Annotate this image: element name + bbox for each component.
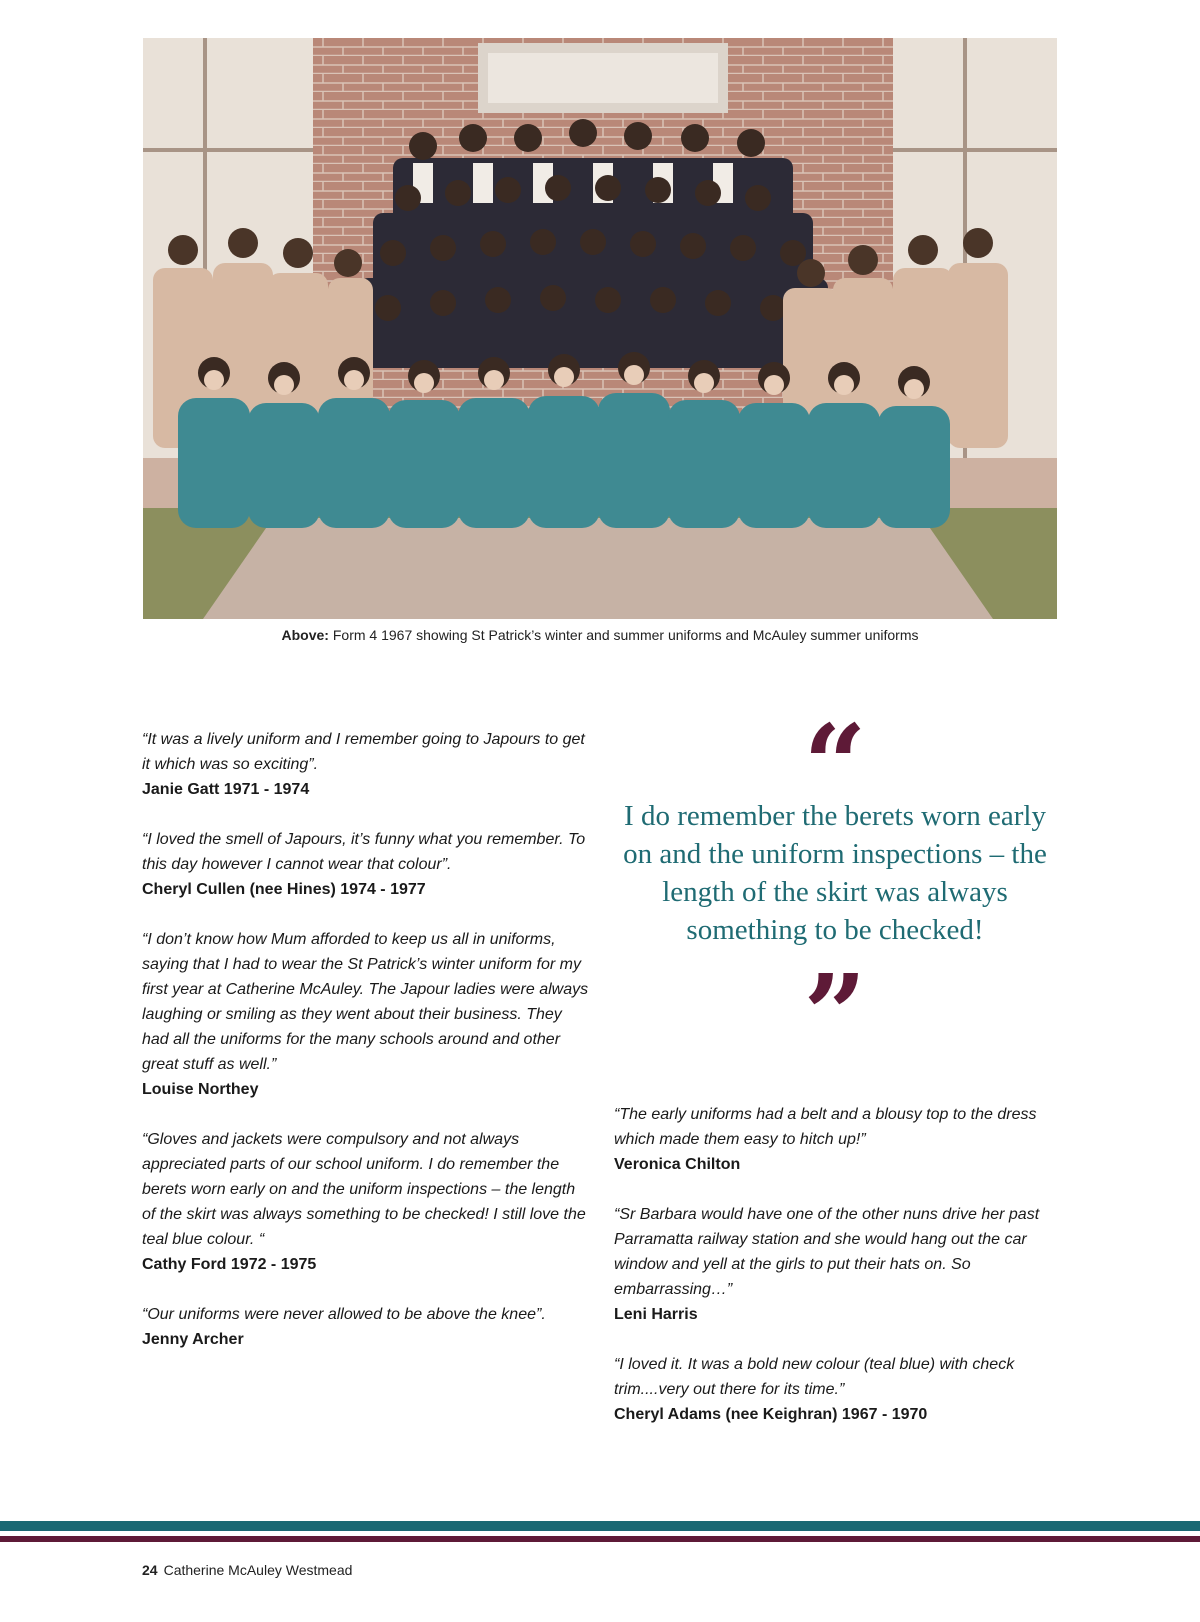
open-quote-icon: “ — [803, 700, 867, 829]
publication-name: Catherine McAuley Westmead — [163, 1562, 353, 1578]
testimonial-author: Cathy Ford 1972 - 1975 — [142, 1256, 317, 1273]
testimonial-quote: “I loved it. It was a bold new colour (teal blue) with check trim....very out there for its time.” — [614, 1356, 1015, 1398]
caption-text: Form 4 1967 showing St Patrick’s winter and summer uniforms and McAuley summer uniforms — [328, 627, 919, 643]
right-quote-column — [614, 1102, 1064, 1452]
pull-quote — [610, 700, 1060, 1079]
close-quote-icon: ” — [803, 950, 867, 1079]
left-quote-column — [142, 727, 592, 1377]
caption-label: Above: — [281, 627, 329, 643]
testimonial-author: Leni Harris — [614, 1306, 698, 1323]
page-number: 24 — [142, 1562, 158, 1578]
footer-rule-plum — [0, 1536, 1200, 1542]
testimonial-quote: “I loved the smell of Japours, it’s funny what you remember. To this day however I cannot wear that colour”. — [142, 831, 586, 873]
testimonial-author: Cheryl Adams (nee Keighran) 1967 - 1970 — [614, 1406, 928, 1423]
testimonial-author: Janie Gatt 1971 - 1974 — [142, 781, 310, 798]
pull-quote-text: I do remember the berets worn early on and the uniform inspections – the length of the skirt was always something to be checked! — [623, 800, 1047, 946]
testimonial-quote: “Gloves and jackets were compulsory and not always appreciated parts of our school uniform. I do remember the berets worn early on and the uniform inspections – the length of the skirt was always something to be checked! I still love the teal blue colour. “ — [142, 1131, 586, 1248]
testimonial-author: Jenny Archer — [142, 1331, 244, 1348]
testimonial-quote: “The early uniforms had a belt and a blousy top to the dress which made them easy to hitch up!” — [614, 1106, 1037, 1148]
class-photo — [143, 38, 1057, 619]
testimonial-quote: “Our uniforms were never allowed to be above the knee”. — [142, 1306, 546, 1323]
page-footer — [142, 1562, 352, 1578]
photo-caption — [143, 627, 1057, 643]
testimonial-author: Veronica Chilton — [614, 1156, 741, 1173]
testimonial-author: Cheryl Cullen (nee Hines) 1974 - 1977 — [142, 881, 426, 898]
testimonial-quote: “It was a lively uniform and I remember going to Japours to get it which was so exciting”. — [142, 731, 585, 773]
testimonial-quote: “Sr Barbara would have one of the other nuns drive her past Parramatta railway station and she would hang out the car window and yell at the girls to put their hats on. So embarrassing…” — [614, 1206, 1040, 1298]
class-photo-illustration — [143, 38, 1057, 619]
testimonial-author: Louise Northey — [142, 1081, 259, 1098]
testimonial-quote: “I don’t know how Mum afforded to keep us all in uniforms, saying that I had to wear the St Patrick’s winter uniform for my first year at Catherine McAuley. The Japour ladies were always laughing or smiling as they went about their business. They had all the uniforms for the many schools around and other great stuff as well.” — [142, 931, 589, 1073]
footer-rule-teal — [0, 1521, 1200, 1531]
